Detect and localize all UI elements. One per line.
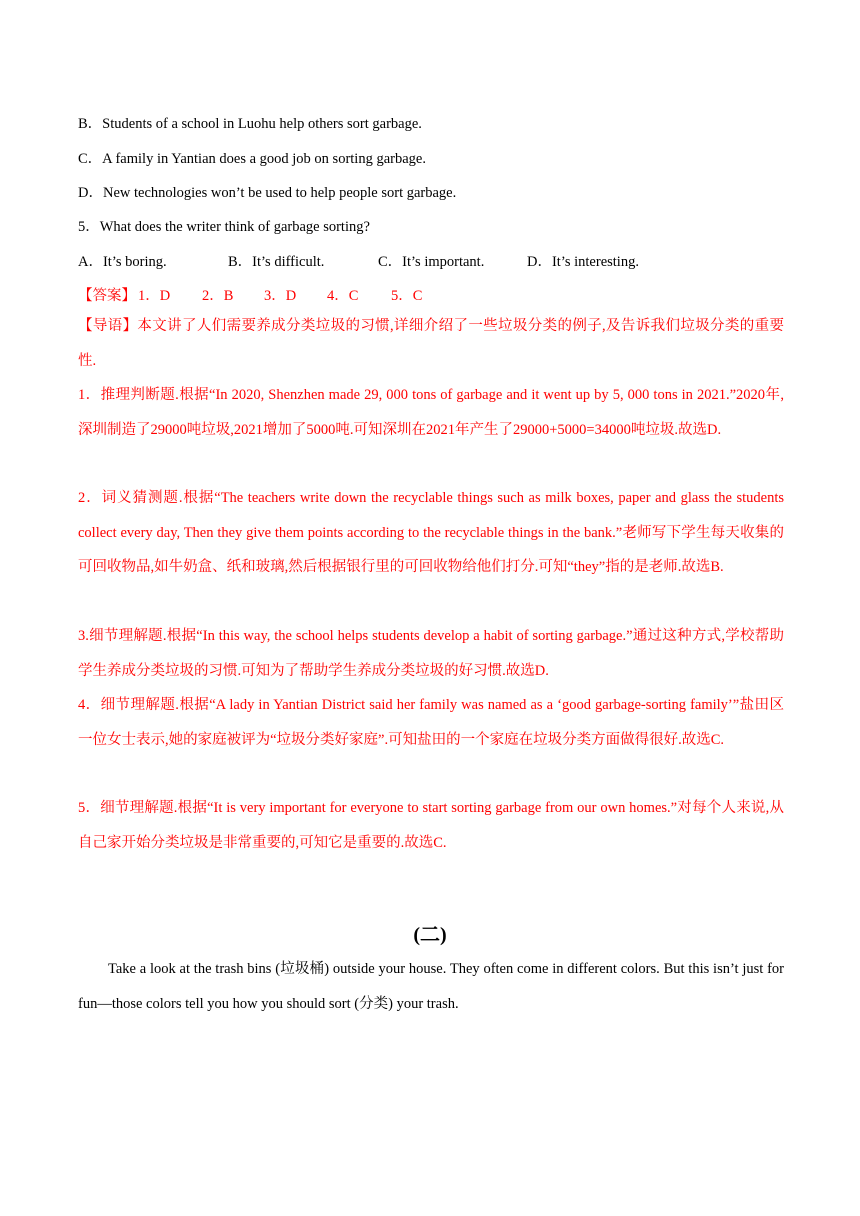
answer-item: 2．B [202,288,234,304]
answer-item: 4．C [327,288,359,304]
explanation-4: 4．细节理解题.根据“A lady in Yantian District said her family was named as a ‘good garbage-sorting family’”盐田区一位女士表示,她的家庭被评为“垃圾分类好家庭”.可知盐田的一个家庭在垃圾分类方面做得很好.故选C. [78,697,784,748]
answer-label: 【答案】 [78,288,136,304]
question-4-option-b: B．Students of a school in Luohu help others sort garbage. [78,116,422,132]
explanation-2: 2．词义猜测题.根据“The teachers write down the recyclable things such as milk boxes, paper and glass the students collect every day, Then they give them points according to the recyclable things in the bank.”老师写下学生每天收集的可回收物品,如牛奶盒、纸和玻璃,然后根据银行里的可回收物给他们打分.可知“they”指的是老师.故选B. [78,490,784,575]
question-5-options [78,250,778,270]
answer-item: 3．D [264,288,297,304]
answer-key [78,284,578,304]
question-5-option-d: D．It’s interesting. [527,254,639,270]
guide-paragraph: 【导语】本文讲了人们需要养成分类垃圾的习惯,详细介绍了一些垃圾分类的例子,及告诉我们垃圾分类的重要性. [78,318,784,369]
question-4-option-d: D．New technologies won’t be used to help people sort garbage. [78,185,457,201]
reading-paragraph: Take a look at the trash bins (垃圾桶) outside your house. They often come in different colors. But this isn’t just for fun—those colors tell you how you should sort (分类) your trash. [78,961,784,1012]
explanation-1: 1．推理判断题.根据“In 2020, Shenzhen made 29, 000 tons of garbage and it went up by 5, 000 tons in 2021.”2020年,深圳制造了29000吨垃圾,2021增加了5000吨.可知深圳在2021年产生了29000+5000=34000吨垃圾.故选D. [78,387,784,438]
section-heading: (二) [413,924,447,946]
question-5-option-a: A．It’s boring. [78,254,167,270]
question-5-option-b: B．It’s difficult. [228,254,325,270]
explanation-5: 5．细节理解题.根据“It is very important for everyone to start sorting garbage from our own homes.”对每个人来说,从自己家开始分类垃圾是非常重要的,可知它是重要的.故选C. [78,800,784,851]
question-5-stem: 5．What does the writer think of garbage sorting? [78,219,370,235]
question-5-option-c: C．It’s important. [378,254,485,270]
answer-item: 5．C [391,288,423,304]
answer-item: 1．D [138,288,171,304]
explanation-3: 3.细节理解题.根据“In this way, the school helps students develop a habit of sorting garbage.”通过这种方式,学校帮助学生养成分类垃圾的习惯.可知为了帮助学生养成分类垃圾的好习惯.故选D. [78,628,784,679]
question-4-option-c: C．A family in Yantian does a good job on sorting garbage. [78,151,426,167]
